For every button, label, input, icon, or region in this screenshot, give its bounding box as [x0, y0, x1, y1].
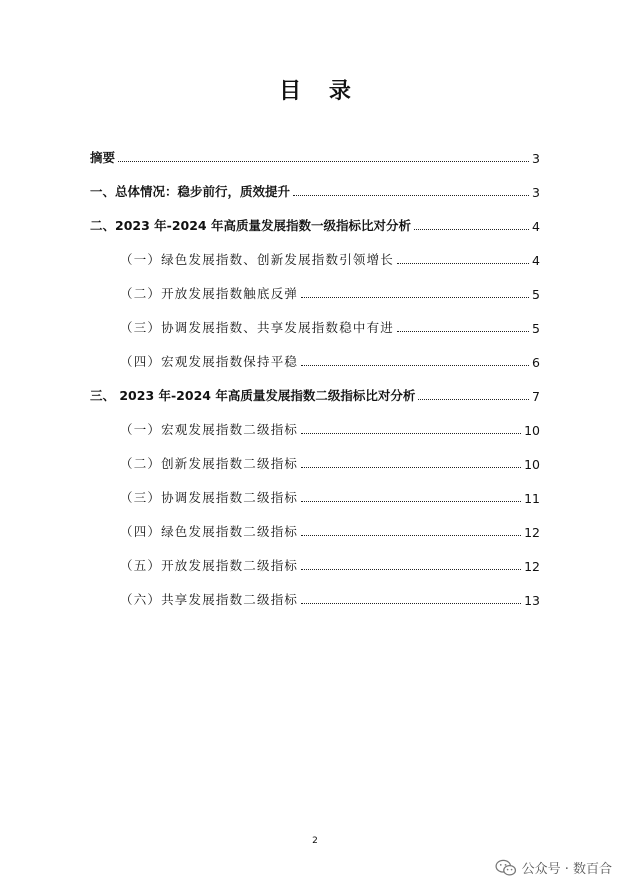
toc-entry-section-2[interactable]	[90, 214, 540, 234]
toc-entry-page: 11	[524, 491, 540, 506]
toc-entry-section-2-4[interactable]	[120, 350, 540, 370]
toc-entry-page: 4	[532, 253, 540, 268]
toc-entry-label: （一）绿色发展指数、创新发展指数引领增长	[120, 252, 395, 267]
page-title: 目 录	[279, 79, 361, 104]
toc-entry-page: 6	[532, 355, 540, 370]
toc-entry-page: 7	[532, 389, 540, 404]
toc-entry-section-3-2[interactable]	[120, 452, 540, 472]
toc-leader-dots	[418, 399, 529, 400]
toc-leader-dots	[118, 161, 529, 162]
toc-entry-page: 3	[532, 151, 540, 166]
toc-entry-label: （二）开放发展指数触底反弹	[120, 286, 299, 301]
toc-entry-section-3-4[interactable]	[120, 520, 540, 540]
toc-entry-section-3-6[interactable]	[120, 588, 540, 608]
toc-entry-label: （一）宏观发展指数二级指标	[120, 422, 299, 437]
toc-entry-page: 13	[524, 593, 540, 608]
page-number: 2	[312, 836, 318, 846]
toc-entry-label: （四）宏观发展指数保持平稳	[120, 354, 299, 369]
wechat-icon	[495, 859, 517, 877]
watermark	[495, 858, 612, 877]
toc-leader-dots	[397, 263, 529, 264]
toc-leader-dots	[301, 365, 529, 366]
toc-leader-dots	[414, 229, 529, 230]
toc-entry-label: （三）协调发展指数、共享发展指数稳中有进	[120, 320, 395, 335]
toc-entry-page: 10	[524, 423, 540, 438]
toc-entry-page: 10	[524, 457, 540, 472]
toc-entry-page: 4	[532, 219, 540, 234]
toc-entry-section-3-5[interactable]	[120, 554, 540, 574]
toc-entry-section-3-1[interactable]	[120, 418, 540, 438]
toc-entry-label: 摘要	[90, 150, 116, 165]
toc-entry-section-3[interactable]	[90, 384, 540, 404]
toc-entry-section-2-3[interactable]	[120, 316, 540, 336]
toc-entry-page: 5	[532, 321, 540, 336]
toc-entry-label: 一、总体情况：稳步前行，质效提升	[90, 184, 291, 199]
toc-leader-dots	[301, 569, 521, 570]
toc-leader-dots	[301, 297, 529, 298]
toc-entry-section-2-1[interactable]	[120, 248, 540, 268]
toc-leader-dots	[397, 331, 529, 332]
toc-entry-label: （三）协调发展指数二级指标	[120, 490, 299, 505]
toc-entry-abstract[interactable]	[90, 146, 540, 166]
toc-leader-dots	[301, 501, 521, 502]
toc-leader-dots	[301, 535, 521, 536]
toc-leader-dots	[293, 195, 529, 196]
toc-leader-dots	[301, 603, 521, 604]
toc-entry-page: 5	[532, 287, 540, 302]
toc-leader-dots	[301, 467, 521, 468]
toc-entry-page: 12	[524, 559, 540, 574]
toc-entry-section-3-3[interactable]	[120, 486, 540, 506]
toc-entry-label: （五）开放发展指数二级指标	[120, 558, 299, 573]
toc-entry-section-2-2[interactable]	[120, 282, 540, 302]
toc-entry-label: 三、 2023 年-2024 年高质量发展指数二级指标比对分析	[90, 388, 416, 403]
toc-leader-dots	[301, 433, 521, 434]
watermark-text: 公众号 · 数百合	[521, 862, 612, 877]
toc-entry-label: （四）绿色发展指数二级指标	[120, 524, 299, 539]
toc-entry-label: 二、2023 年-2024 年高质量发展指数一级指标比对分析	[90, 218, 411, 233]
toc-entry-page: 12	[524, 525, 540, 540]
toc-entry-page: 3	[532, 185, 540, 200]
toc-entry-section-1[interactable]	[90, 180, 540, 200]
toc-entry-label: （六）共享发展指数二级指标	[120, 592, 299, 607]
toc-entry-label: （二）创新发展指数二级指标	[120, 456, 299, 471]
